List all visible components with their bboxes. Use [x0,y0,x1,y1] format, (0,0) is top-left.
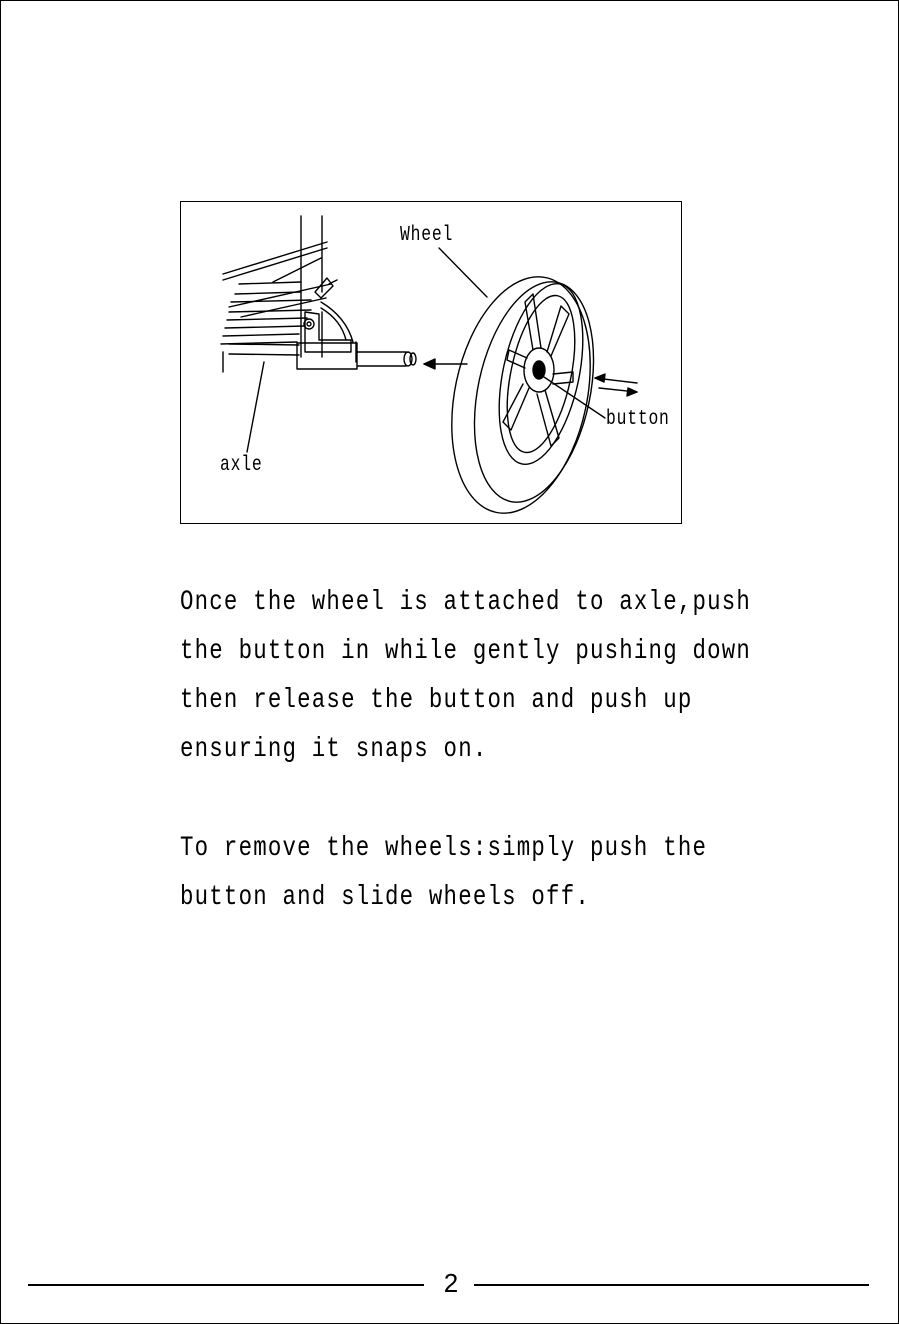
instruction-line: the button in while gently pushing down [180,636,752,667]
frame-tube-icon [221,216,331,357]
attach-instructions [180,578,751,774]
instruction-line: To remove the wheels:simply push the [180,833,708,864]
axle-label: axle [220,454,263,477]
page-number: 2 [443,1268,459,1298]
instruction-line: then release the button and push up [180,685,693,716]
button-leader-line [544,377,605,418]
wheel-leader-line [439,248,487,297]
wheel-icon [431,264,612,523]
instruction-line: ensuring it snaps on. [180,734,488,765]
push-arrow-icon [424,359,467,369]
footer-rule-left [28,1284,424,1286]
instruction-line: Once the wheel is attached to axle,push [180,587,752,618]
button-label: button [606,408,670,431]
wheel-label: Wheel [400,224,454,247]
axle-leader-line [247,362,264,452]
instruction-line: button and slide wheels off. [180,882,590,913]
bracket-icon [304,278,356,362]
wheel-attachment-diagram [180,201,682,524]
footer-rule-right [474,1284,869,1286]
axle-tube-icon [223,343,416,372]
double-arrow-icon [595,374,637,396]
remove-instructions [180,824,707,922]
